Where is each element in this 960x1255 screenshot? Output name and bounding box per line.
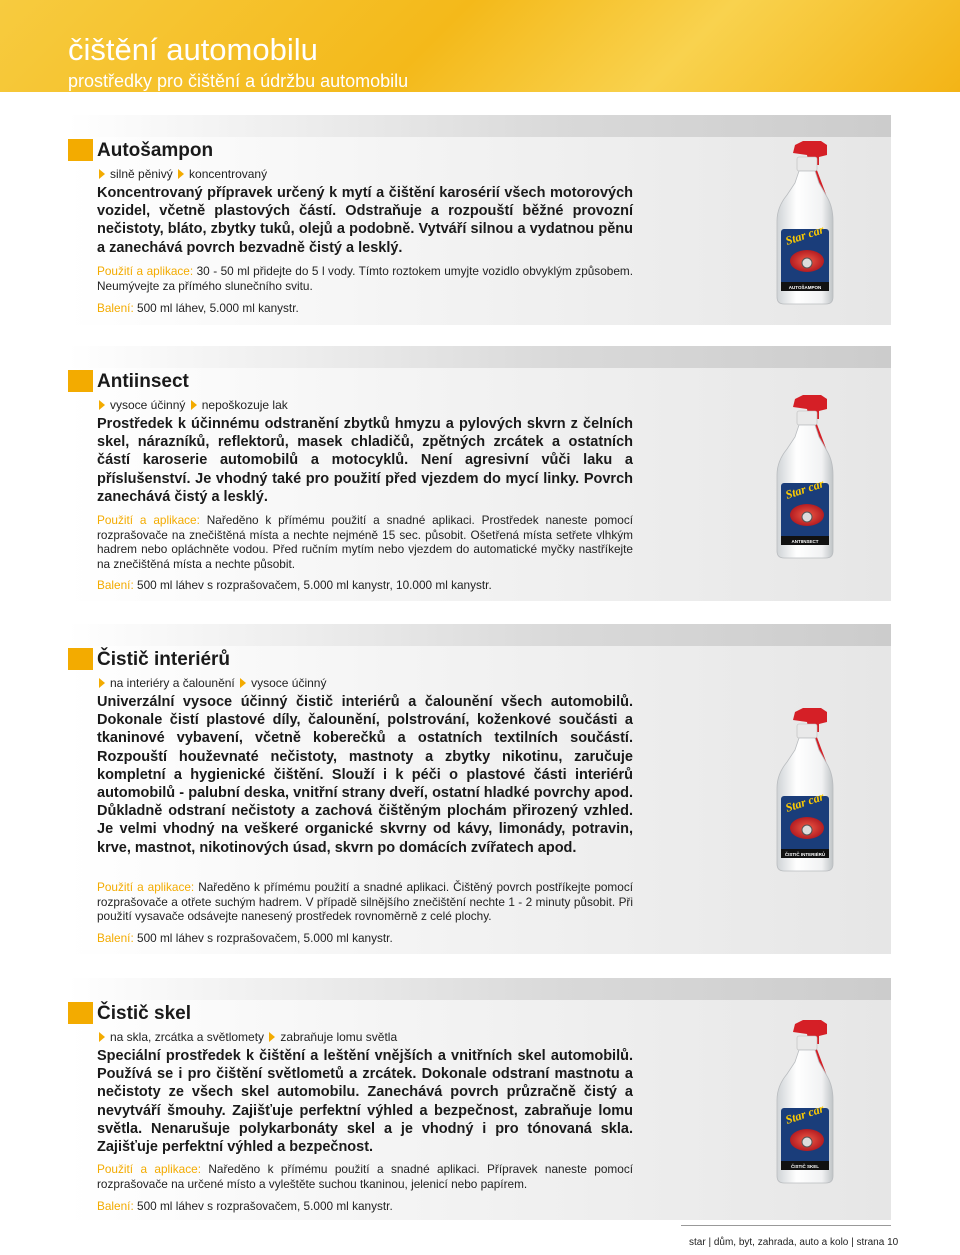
product-description: Koncentrovaný přípravek určený k mytí a čištění karosérií všech motorových vozidel, včetně plastových částí. Odstraňuje a rozpouští běžné provozní nečistoty, bláto, zbytky tuků, olejů a podobně. Vytváří silnou a vydatnou pěnu a zanechává povrch bezvadně čistý a lesklý. bbox=[97, 185, 633, 256]
footer-divider bbox=[681, 1225, 891, 1226]
usage-text: Naředěno k přímému použití a snadné aplikaci. Čištěný povrch postříkejte pomocí rozprašovače a otřete suchým hadrem. V případě silnějšího znečištění nechte 1 - 2 minuty působit. Při použití vysavače odsávejte nanesený prostředek rovnoměrně z celé plochy. bbox=[97, 880, 634, 924]
triangle-bullet-icon bbox=[99, 678, 105, 688]
accent-square bbox=[68, 139, 93, 161]
product-title: Čistič interiérů bbox=[97, 649, 231, 670]
packaging-text: 500 ml láhev s rozprašovačem, 5.000 ml kanystr. bbox=[137, 931, 393, 945]
packaging-label: Balení: bbox=[97, 1199, 134, 1213]
bottle-product-label: ANTIINSECT bbox=[791, 539, 819, 544]
tag: na interiéry a čalounění bbox=[110, 676, 235, 690]
spray-bottle-icon bbox=[723, 137, 843, 307]
product-usage bbox=[97, 880, 633, 924]
triangle-bullet-icon bbox=[178, 169, 184, 179]
product-description: Univerzální vysoce účinný čistič interiérů a čalounění všech automobilů. Dokonale čistí plastové díly, čalounění, polstrování, koženkové součásti a tkaninové vybavení, včetně koberečků a ostatních textilních součástí. Rozpouští houževnaté nečistoty, mastnoty a zbytky nikotinu, zaručuje kompletní a hygienické čištění. Slouží i k péči o plastové části interiérů automobilů - palubní deska, vnitřní strany dveří, ostatní hladké povrchy apod. Důkladně odstraní nečistoty a zachová čištěným plochám přirozený vzhled. Je velmi vhodný na veškeré organické skvrny od kávy, limonády, potravin, krve, mastnot, nikotinových úsad, skvrn po domácích zvířatech apod. bbox=[97, 694, 633, 856]
usage-label: Použití a aplikace: bbox=[97, 513, 200, 527]
product-packaging bbox=[97, 931, 393, 945]
packaging-text: 500 ml láhev s rozprašovačem, 5.000 ml kanystr, 10.000 ml kanystr. bbox=[137, 578, 492, 592]
accent-square bbox=[68, 1002, 93, 1024]
bottle-brand-logo: Star car bbox=[783, 222, 826, 248]
bottle-brand-logo: Star car bbox=[783, 476, 826, 502]
bottle-product-label: ČISTIČ INTERIÉRŮ bbox=[784, 852, 826, 857]
page-title: čištění automobilu bbox=[68, 32, 318, 67]
accent-square bbox=[68, 370, 93, 392]
spray-bottle-icon bbox=[723, 704, 843, 874]
tag: zabraňuje lomu světla bbox=[280, 1030, 398, 1044]
page-header bbox=[0, 0, 960, 92]
product-title: Autošampon bbox=[97, 140, 214, 161]
product-usage bbox=[97, 1162, 633, 1191]
packaging-text: 500 ml láhev, 5.000 ml kanystr. bbox=[137, 301, 299, 315]
product-usage bbox=[97, 513, 633, 571]
product-packaging bbox=[97, 301, 299, 315]
tag: vysoce účinný bbox=[110, 398, 186, 412]
product-tags bbox=[97, 1030, 397, 1044]
usage-text: 30 - 50 ml přidejte do 5 l vody. Tímto roztokem umyjte vozidlo obvyklým způsobem. Neumývejte za přímého slunečního svitu. bbox=[97, 264, 633, 293]
usage-label: Použití a aplikace: bbox=[97, 880, 195, 894]
packaging-label: Balení: bbox=[97, 578, 134, 592]
tag: nepoškozuje lak bbox=[201, 398, 288, 412]
product-bottle-image bbox=[723, 137, 843, 307]
triangle-bullet-icon bbox=[191, 400, 197, 410]
spray-bottle-icon bbox=[723, 1016, 843, 1186]
product-section-cistic-skel bbox=[68, 978, 891, 1220]
usage-label: Použití a aplikace: bbox=[97, 264, 194, 278]
product-title: Antiinsect bbox=[97, 371, 189, 392]
product-bottle-image bbox=[723, 391, 843, 561]
usage-text: Naředěno k přímému použití a snadné aplikaci. Prostředek naneste pomocí rozprašovače na znečištěná místa a nechte nejméně 15 sec. působit. Ošetřená místa setřete vlhkým hadrem nebo opláchněte vodou. Před ručním mytím nebo vjezdem do automatické myčky nastříkejte na znečištěná místa a nechte působit. bbox=[97, 513, 633, 571]
product-description: Speciální prostředek k čištění a leštění vnějších a vnitřních skel automobilů. Používá se i pro čištění světlometů a zrcátek. Dokonale odstraní mastnotu a nečistoty ze všech skel automobilu. Zanechává povrch průzračně čistý a nevytváří šmouhy. Zajišťuje perfektní výhled a bezpečnost, zabraňuje lomu světla. Nenarušuje polykarbonáty skel a je vhodný i pro tónovaná skla. Zajišťuje perfektní výhled a bezpečnost. bbox=[97, 1048, 633, 1156]
product-bottle-image bbox=[723, 1016, 843, 1186]
triangle-bullet-icon bbox=[99, 1032, 105, 1042]
tag: silně pěnivý bbox=[110, 167, 173, 181]
page-subtitle: prostředky pro čištění a údržbu automobilu bbox=[68, 71, 409, 91]
packaging-label: Balení: bbox=[97, 301, 134, 315]
triangle-bullet-icon bbox=[240, 678, 246, 688]
product-section-autosampon bbox=[68, 115, 891, 325]
product-description: Prostředek k účinnému odstranění zbytků hmyzu a pylových skvrn z čelních skel, nárazníků, reflektorů, masek chladičů, zpětných zrcátek a ostatních částí karoserie automobilů a motocyklů. Není agresivní vůči laku a příslušenství. Je vhodný také pro použití před vjezdem do mycí linky. Povrch zanechává čistý a lesklý. bbox=[97, 416, 633, 505]
bottle-product-label: ČISTIČ SKEL bbox=[790, 1164, 820, 1169]
triangle-bullet-icon bbox=[269, 1032, 275, 1042]
product-tags bbox=[97, 167, 267, 181]
product-tags bbox=[97, 398, 288, 412]
product-packaging bbox=[97, 1199, 393, 1213]
product-section-antiinsect bbox=[68, 346, 891, 601]
bottle-product-label: AUTOŠAMPON bbox=[788, 285, 822, 290]
tag: koncentrovaný bbox=[189, 167, 268, 181]
usage-label: Použití a aplikace: bbox=[97, 1162, 201, 1176]
usage-text: Naředěno k přímému použití a snadné aplikaci. Přípravek naneste pomocí rozprašovače na určené místo a vyleštěte suchou tkaninou, jelenicí nebo papírem. bbox=[97, 1162, 633, 1191]
accent-square bbox=[68, 648, 93, 670]
packaging-text: 500 ml láhev s rozprašovačem, 5.000 ml kanystr. bbox=[137, 1199, 393, 1213]
product-usage bbox=[97, 264, 633, 293]
product-section-cistic-interieru bbox=[68, 624, 891, 954]
product-title: Čistič skel bbox=[97, 1003, 191, 1024]
tag: vysoce účinný bbox=[251, 676, 327, 690]
bottle-brand-logo: Star car bbox=[783, 789, 826, 815]
triangle-bullet-icon bbox=[99, 400, 105, 410]
packaging-label: Balení: bbox=[97, 931, 134, 945]
spray-bottle-icon bbox=[723, 391, 843, 561]
tag: na skla, zrcátka a světlomety bbox=[110, 1030, 265, 1044]
bottle-brand-logo: Star car bbox=[783, 1101, 826, 1127]
page-footer: star | dům, byt, zahrada, auto a kolo | strana 10 bbox=[689, 1237, 899, 1248]
product-packaging bbox=[97, 578, 492, 592]
product-bottle-image bbox=[723, 704, 843, 874]
triangle-bullet-icon bbox=[99, 169, 105, 179]
product-tags bbox=[97, 676, 326, 690]
